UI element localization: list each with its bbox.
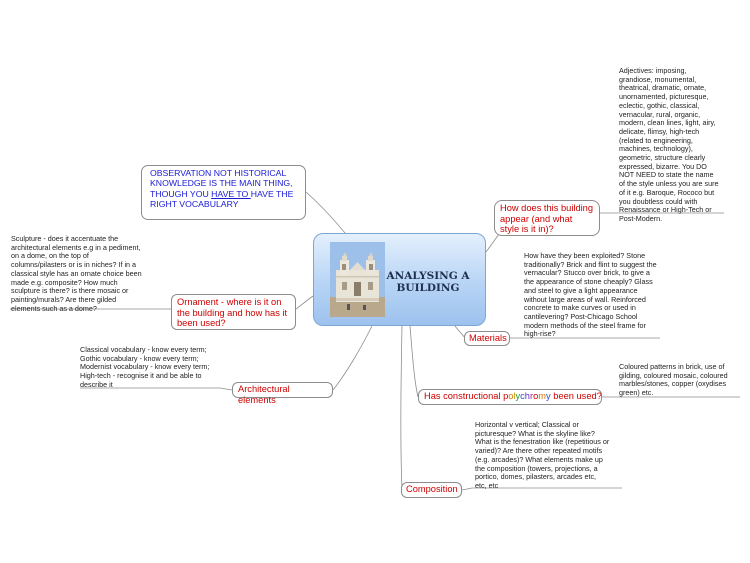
observation-text-before: OBSERVATION NOT HISTORICAL KNOWLEDGE IS THE MAIN THING, THOUGH YOU (150, 168, 293, 199)
topic-architectural-label: Architectural elements (238, 384, 290, 405)
topic-ornament-label: Ornament - where is it on the building and how has it been used? (177, 297, 288, 329)
note-vocabulary: Classical vocabulary - know every term; Gothic vocabulary - know every term; Modernist vocabulary - know every term; High-tech - recognise it and be able to describe it (80, 345, 210, 389)
topic-materials-label: Materials (469, 333, 507, 343)
polychromy-letter: o (533, 391, 539, 401)
observation-topic[interactable] (141, 165, 306, 220)
connector-polychromy (410, 326, 418, 397)
building-photo (330, 242, 385, 317)
topic-composition[interactable] (401, 482, 462, 498)
central-topic-title: ANALYSING A BUILDING (386, 270, 470, 294)
topic-polychromy-suffix: been used? (550, 391, 602, 401)
note-materials: How have they been exploited? Stone traditionally? Brick and flint to suggest the vernacular? Stucco over brick, to give a the appearance of stone cheaply? Glass and steel to give a light appearance without large areas of wall. Reinforced concrete to make curves or used in cantilevering? Post-Chicago School modern methods of the steel frame for high-rise? (524, 251, 657, 339)
note-sculpture: Sculpture - does it accentuate the architectural elements e.g in a pediment, on a dome, on the top of columns/pilasters or is in niches? If in a classical style has an ornate choice been made e.g. composite? How much sculpture is there? is there mosaic or painting/murals? Are there gilded elements such as a dome? (11, 234, 142, 313)
topic-composition-label: Composition (406, 484, 458, 494)
topic-polychromy-prefix: Has constructional (424, 391, 504, 401)
topic-polychromy[interactable] (418, 389, 602, 405)
polychromy-letter: o (508, 391, 514, 401)
note-composition: Horizontal v vertical; Classical or picturesque? What is the skyline like? What is the fenestration like (repetitious or varied)? Are there other repeated motifs (e.g. arcades)? What elements make up the composition (towers, projections, a portico, domes, pilasters, arcades etc, etc, etc (475, 420, 610, 490)
polychromy-letter: y (546, 391, 551, 401)
note-adjectives: Adjectives: imposing, grandiose, monumental, theatrical, dramatic, ornate, unornamented, picturesque, eclectic, gothic, classical, vernacular, rural, organic, modern, clean lines, light, airy, delicate, flimsy, high-tech (related to engineering, machines, technology), geometric, structure clearly expressed, bizarre. You DO NOT NEED to state the name of the style unless you are sure of it e.g. Baroque, Rococo but you doubtless could with Renaissance or High-Tech or Post-Modern. (619, 66, 719, 223)
note-coloured: Coloured patterns in brick, use of gilding, coloured mosaic, coloured marbles/stones, copper (oxydises green) etc. (619, 362, 728, 398)
connector-ornament (296, 296, 313, 309)
topic-appearance[interactable] (494, 200, 600, 236)
topic-materials[interactable] (464, 331, 510, 346)
polychromy-letter: h (524, 391, 530, 401)
polychromy-letter: m (538, 391, 546, 401)
connector-architectural (333, 326, 372, 390)
polychromy-letter: y (515, 391, 521, 401)
topic-polychromy-word (503, 391, 551, 401)
topic-ornament[interactable] (171, 294, 296, 330)
connector-composition (401, 326, 402, 490)
topic-architectural-elements[interactable] (232, 382, 333, 405)
polychromy-letter: l (513, 391, 516, 401)
polychromy-letter: c (520, 391, 525, 401)
topic-appearance-label: How does this building appear (and what style is it in)? (500, 203, 594, 235)
connector-observation (306, 192, 345, 233)
observation-text-after: HAVE THE RIGHT VOCABULARY (150, 188, 294, 210)
polychromy-letter: p (503, 391, 509, 401)
polychromy-letter: r (529, 391, 534, 401)
observation-text-underlined: HAVE TO (211, 188, 251, 199)
